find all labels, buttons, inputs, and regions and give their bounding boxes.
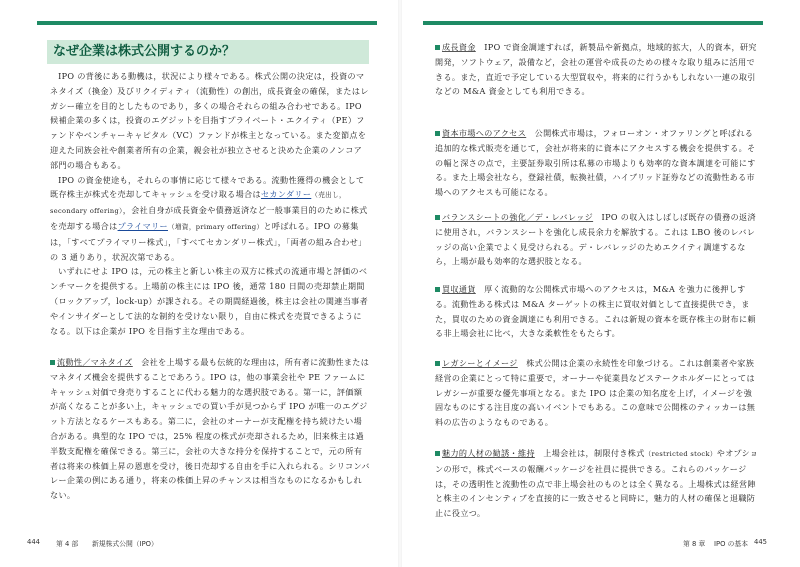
page-number: 444 [27,538,40,546]
right-page [400,0,800,567]
bullet-text: IPO で資金調達すれば，新製品や新拠点，地域的拡大，人的資本，研究開発，ソフトウェア，設備など，会社の運営や成長のための様々な取り組みに活用できる。また，直近で予定している大型買収や，将来的に行うかもしれない一連の取引などの M&A 資金としても利用できる。 [435,42,757,97]
bullet-square-icon [50,360,55,365]
section-heading: なぜ企業は株式公開するのか？ [47,40,369,64]
bullet-term: 魅力的人材の勧誘・維持 [442,448,535,458]
bullet-growth-capital [435,40,760,99]
bullet-capital-markets [435,126,760,200]
top-rule [37,21,377,25]
bullet-term: 成長資金 [442,42,476,52]
bullet-text: 上場会社は，制限付き株式 [534,448,645,458]
bullet-acquisition-currency [435,282,760,341]
footer-title: 新規株式公開（IPO） [92,540,158,548]
bullet-term: バランスシートの強化／デ・レバレッジ [442,212,594,222]
bullet-talent: 魅力的人材の勧誘・維持 上場会社は，制限付き株式（restricted stock）やオプションの形で，株式ベースの報酬パッケージを社員に提供できる。これらのパッケージは，その透明性と流動性の点で非上場会社のものとは全く異なる。上場株式は経営陣と株主のインセンティブを直接的に一致させると同時に，魅力的人材の確保と退職防止に役立つ。 [435,448,759,519]
top-rule [423,21,763,25]
bullet-square-icon [435,451,440,456]
term-primary: プライマリー [117,220,168,231]
paragraph-1: IPO の背後にある動機は，状況により様々である。株式公開の決定は，投資のマネタイズ（換金）及びリクイディティ（流動性）の創出，成長資金の確保，またはレガシー確立を目的としたものであり，多くの場合それらの組み合わせである。IPO 候補企業の多くは，投資のエグジットを目指すプライベート・エクイティ（PE）ファンドやベンチャーキャピタル（VC）ファンドが株主となっている。また変節点を迎えた同族会社や創業者所有の企業，親会社が独立させると決めた企業のノンコア部門の場合もある。 [50,71,369,170]
page-number: 445 [754,538,767,546]
paragraph-2: IPO の資金使途も，それらの事情に応じて様々である。流動性獲得の機会として既存株主が株式を売却してキャッシュを受け取る場合はセカンダリー（売出し，secondary offering），会社自身が成長資金や債務返済など一般事業目的のために株式を売却する場合はプライマリー（増資，primary offering）と呼ばれる。IPO の募集は，「すべてプライマリー株式」，「すべてセカンダリー株式」，「両者の組み合わせ」の 3 通りあり，状況次第である。 [50,174,368,262]
bullet-text: 厚く流動的な公開株式市場へのアクセスは，M&A を強力に後押しする。流動性ある株式は M&A ターゲットの株主に買収対価として直接提供でき，また，買収のための資金調達にも利用できる。これは新規の資本を既存株主の財布に頼る非上場会社に比べ，大きな柔軟性をもたらす。 [435,284,756,339]
bullet-text: IPO の収入はしばしば既存の債務の返済に使用され，バランスシートを強化し成長余力を解放する。これは LBO 後のレバレッジの高い企業でよく見受けられる。デ・レバレッジのためエクイティ調達するなら，上場が最も効率的な選択肢となる。 [435,212,756,267]
footer-title: IPO の基本 [714,540,749,548]
bullet-square-icon [435,45,440,50]
paragraph-3: いずれにせよ IPO は，元の株主と新しい株主の双方に株式の流通市場と評価のベンチマークを提供する。上場前の株主には IPO 後，通常 180 日間の売却禁止期間（ロックアップ，lock-up）が課される。その期間経過後，株主は会社の関連当事者やインサイダーとして法的な制約を受けない限り，自由に株式を売買できるようになる。以下は企業が IPO を目指す主な理由である。 [50,266,369,336]
bullet-balance-sheet [435,210,760,269]
bullet-text: 株式公開は企業の永続性を印象づける。これは創業者や家族経営の企業にとって特に重要で，オーナーや従業員などステークホルダーにとってはレガシーが重要な優先事項となる。また IPO は企業の知名度を上げ，イメージを強固なものにする注目度の高いイベントでもある。この意味で公開株のティッカーは無料の広告のようなものである。 [435,358,756,428]
bullet-legacy-image [435,356,760,430]
term-secondary: セカンダリー [260,189,312,200]
footer-chapter: 第 8 章 [683,540,706,548]
body-text [50,69,370,338]
bullet-square-icon [435,361,440,366]
bullet-term: 資本市場へのアクセス [442,128,527,138]
bullet-text: 公開株式市場は，フォローオン・オファリングと呼ばれる追加的な株式販売を通じて，会社が将来的に資本にアクセスする機会を提供する。その幅と深さの点で，主要証券取引所は私募の市場よりも効率的な資本調達を可能にする。また上場会社なら，登録社債，転換社債，ハイブリッド証券などの流動性ある市場へのアクセスも可能になる。 [435,128,756,198]
bullet-term: 流動性／マネタイズ [57,357,133,367]
bullet-square-icon [435,131,440,136]
bullet-term: 買収通貨 [442,284,476,294]
bullet-square-icon [435,215,440,220]
bullet-text: 会社を上場する最も伝統的な理由は，所有者に流動性またはマネタイズ機会を提供することであろう。IPO は，他の事業会社や PE ファームにキャッシュ対価で身売りすることに代わる魅力的な選択肢である。第一に，評価額が高くなることが多い上，キャッシュでの買い手が見つからず IPO が唯一のエグジット方法となるケースもある。第二に，会社のオーナーが支配権を持ち続けたい場合がある。典型的な IPO では，25% 程度の株式が売却されるため，旧来株主は過半数支配権を確保できる。第三に，会社の大きな持分を保持することで，元の所有者は将来の株価上昇の恩恵を受け，後日売却する自由を手に入れられる。シリコンバレー企業の例にある通り，将来の株価上昇のチャンスは相当なものになるかもしれない。 [50,357,370,501]
footer-part: 第 4 部 [56,540,79,548]
bullet-square-icon [435,287,440,292]
bullet-liquidity [50,355,370,503]
bullet-term: レガシーとイメージ [442,358,518,368]
